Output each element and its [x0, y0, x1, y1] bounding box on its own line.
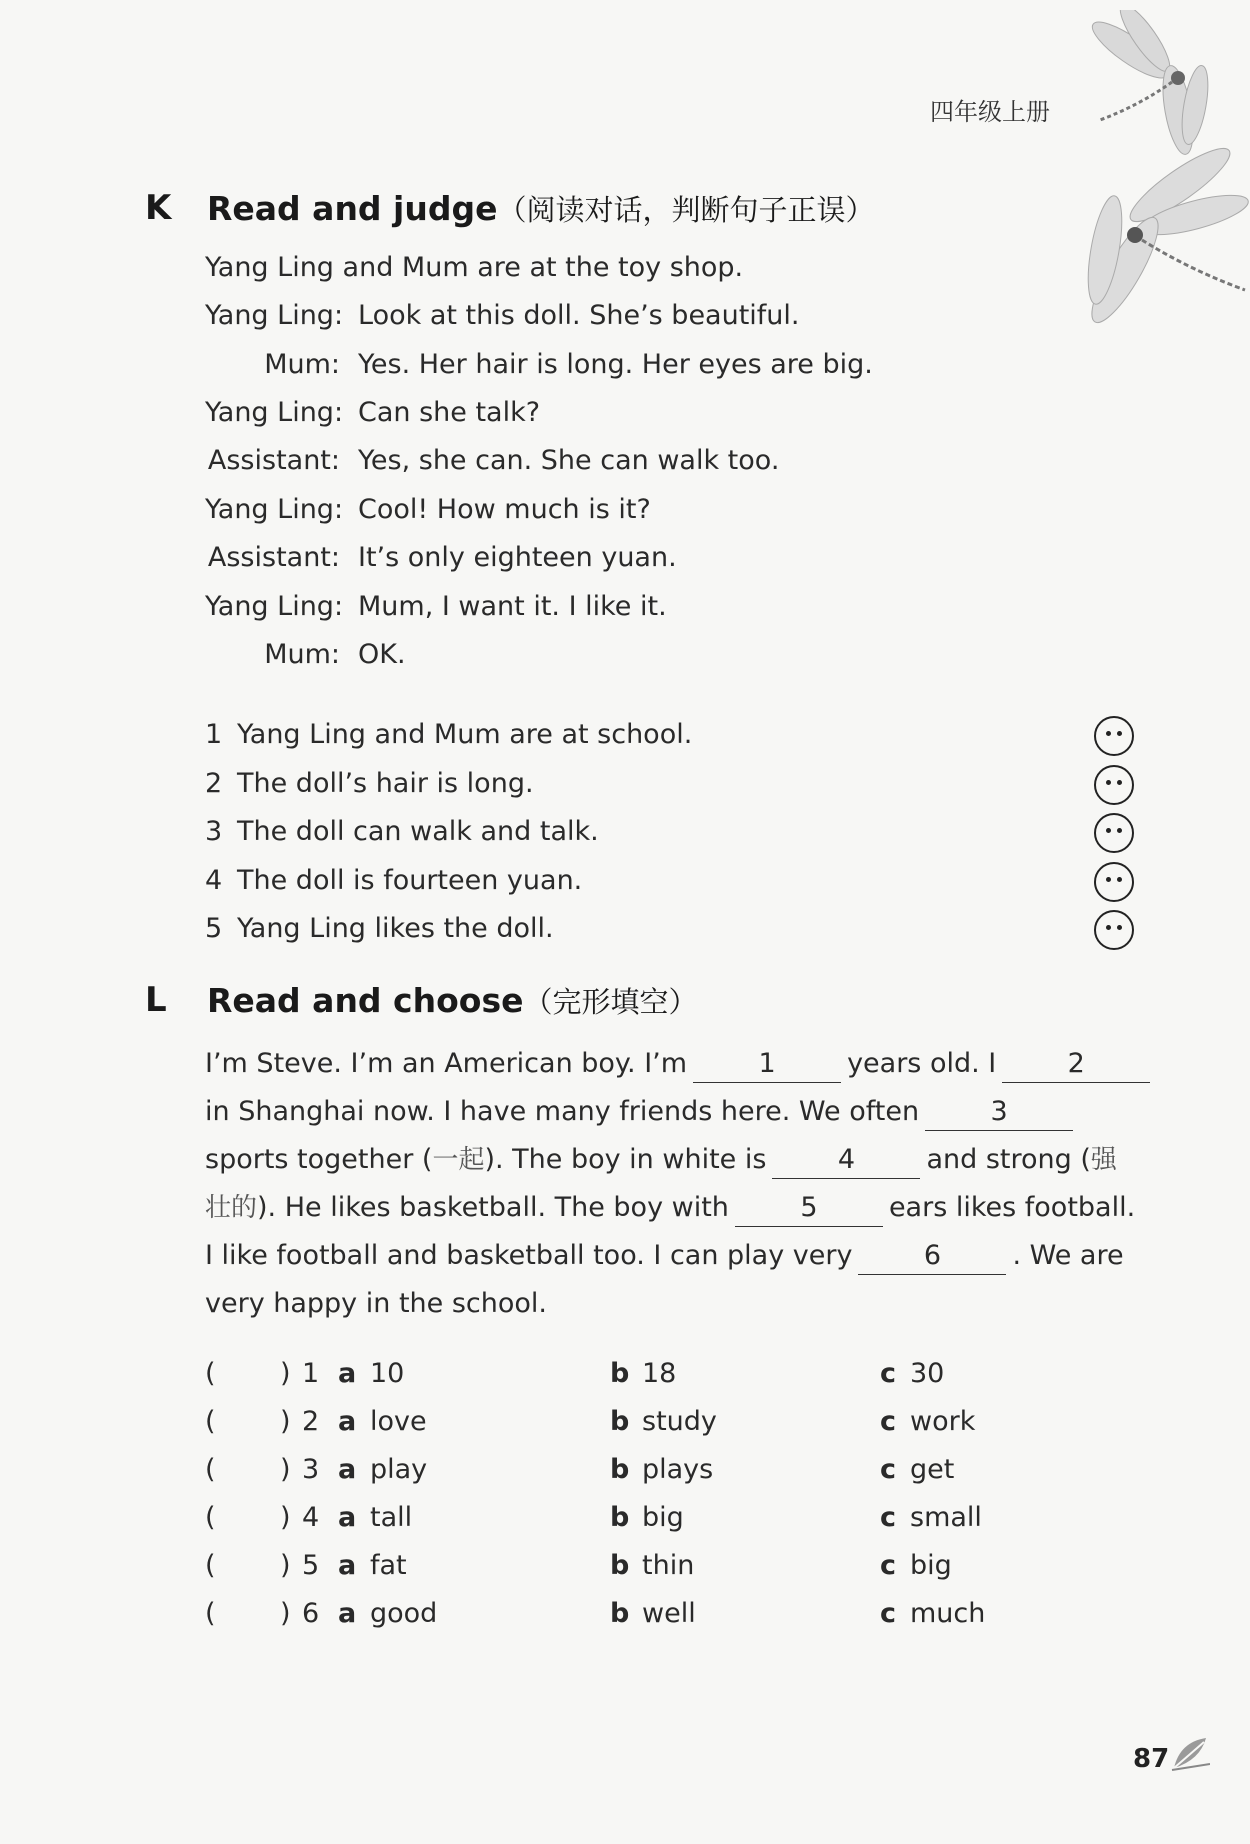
option-a[interactable]: play	[370, 1454, 428, 1485]
statement-text: The doll can walk and talk.	[237, 816, 599, 847]
question-number: 2	[302, 1406, 320, 1437]
choice-row	[205, 1598, 1105, 1638]
passage-text: I’m Steve. I’m an American boy. I’m	[205, 1048, 688, 1079]
passage-line	[205, 1088, 1145, 1136]
option-c[interactable]: work	[910, 1406, 976, 1437]
choice-row	[205, 1454, 1105, 1494]
section-l-title-cn: （完形填空）	[523, 985, 698, 1019]
blank-2[interactable]: 2	[1002, 1046, 1150, 1083]
option-letter: b	[610, 1358, 630, 1389]
dialogue-speaker: Yang Ling:	[205, 300, 344, 331]
grade-label: 四年级上册	[930, 98, 1050, 126]
statement-text: The doll is fourteen yuan.	[237, 865, 583, 896]
option-a[interactable]: 10	[370, 1358, 405, 1389]
judge-face-icon[interactable]	[1094, 862, 1134, 902]
blank-1[interactable]: 1	[693, 1046, 841, 1083]
dialogue-speaker: Mum:	[264, 639, 340, 670]
option-a[interactable]: tall	[370, 1502, 413, 1533]
option-b[interactable]: thin	[642, 1550, 695, 1581]
option-a[interactable]: love	[370, 1406, 427, 1437]
judge-face-icon[interactable]	[1094, 716, 1134, 756]
passage-text: I like football and basketball too. I can play very	[205, 1240, 853, 1271]
answer-paren-close[interactable]: )	[280, 1358, 291, 1389]
passage-line	[205, 1232, 1145, 1280]
section-k-title-cn: （阅读对话，判断句子正误）	[497, 193, 875, 227]
option-b[interactable]: well	[642, 1598, 696, 1629]
passage-cn-gloss: 壮的	[205, 1193, 258, 1223]
option-letter: c	[880, 1550, 897, 1581]
blank-4[interactable]: 4	[772, 1142, 920, 1179]
dialogue-speaker: Yang Ling:	[205, 397, 344, 428]
question-number: 1	[302, 1358, 320, 1389]
passage-line	[205, 1184, 1145, 1232]
passage-text: sports together (	[205, 1144, 433, 1175]
page-number: 87	[1133, 1744, 1170, 1774]
judge-face-icon[interactable]	[1094, 910, 1134, 950]
choice-row	[205, 1358, 1105, 1398]
dialogue-line: Yes, she can. She can walk too.	[358, 445, 780, 476]
statement-number: 3	[205, 816, 223, 847]
dialogue-line: Look at this doll. She’s beautiful.	[358, 300, 800, 331]
option-letter: a	[338, 1454, 357, 1485]
passage-text: . We are	[1012, 1240, 1124, 1271]
option-letter: a	[338, 1598, 357, 1629]
option-letter: c	[880, 1502, 897, 1533]
dragonfly-icon	[1050, 140, 1250, 350]
option-letter: b	[610, 1454, 630, 1485]
question-number: 6	[302, 1598, 320, 1629]
dialogue-line: Yes. Her hair is long. Her eyes are big.	[358, 349, 873, 380]
passage-cn-gloss: 强	[1090, 1145, 1117, 1175]
answer-paren-close[interactable]: )	[280, 1406, 291, 1437]
passage-line	[205, 1040, 1145, 1088]
cloze-passage	[205, 1040, 1145, 1328]
option-c[interactable]: get	[910, 1454, 955, 1485]
dragonfly-icon	[1060, 10, 1240, 160]
section-l-letter: L	[145, 980, 167, 1020]
option-b[interactable]: 18	[642, 1358, 677, 1389]
passage-text: and strong (	[926, 1144, 1091, 1175]
answer-paren-open[interactable]: (	[205, 1454, 216, 1485]
answer-paren-open[interactable]: (	[205, 1358, 216, 1389]
passage-text: ). The boy in white is	[484, 1144, 767, 1175]
question-number: 3	[302, 1454, 320, 1485]
statement-number: 4	[205, 865, 223, 896]
leaf-icon	[1170, 1734, 1210, 1772]
blank-6[interactable]: 6	[858, 1238, 1006, 1275]
option-letter: b	[610, 1550, 630, 1581]
section-k-title	[207, 188, 875, 229]
option-letter: a	[338, 1358, 357, 1389]
judge-face-icon[interactable]	[1094, 813, 1134, 853]
option-letter: b	[610, 1502, 630, 1533]
answer-paren-open[interactable]: (	[205, 1502, 216, 1533]
option-a[interactable]: fat	[370, 1550, 407, 1581]
option-c[interactable]: big	[910, 1550, 952, 1581]
option-c[interactable]: 30	[910, 1358, 945, 1389]
option-letter: b	[610, 1598, 630, 1629]
dialogue-speaker: Mum:	[264, 349, 340, 380]
passage-text: ears likes football.	[888, 1192, 1136, 1223]
statement-text: Yang Ling and Mum are at school.	[237, 719, 693, 750]
choice-row	[205, 1550, 1105, 1590]
statement-number: 1	[205, 719, 223, 750]
dialogue-line: Mum, I want it. I like it.	[358, 591, 667, 622]
option-letter: a	[338, 1550, 357, 1581]
answer-paren-close[interactable]: )	[280, 1454, 291, 1485]
dialogue-speaker: Yang Ling:	[205, 494, 344, 525]
passage-line	[205, 1280, 1145, 1328]
choice-row	[205, 1502, 1105, 1542]
section-l-title	[207, 980, 697, 1021]
dialogue-line: Can she talk?	[358, 397, 541, 428]
dialogue-speaker: Assistant:	[207, 542, 340, 573]
dialogue-speaker: Yang Ling:	[205, 591, 344, 622]
option-c[interactable]: much	[910, 1598, 986, 1629]
dialogue-line: OK.	[358, 639, 406, 670]
option-letter: c	[880, 1406, 897, 1437]
judge-face-icon[interactable]	[1094, 765, 1134, 805]
answer-paren-open[interactable]: (	[205, 1550, 216, 1581]
option-a[interactable]: good	[370, 1598, 438, 1629]
dialogue-speaker: Assistant:	[207, 445, 340, 476]
question-number: 4	[302, 1502, 320, 1533]
section-k-title-en: Read and judge	[207, 189, 498, 228]
option-letter: c	[880, 1598, 897, 1629]
option-letter: c	[880, 1454, 897, 1485]
option-letter: a	[338, 1502, 357, 1533]
blank-5[interactable]: 5	[735, 1190, 883, 1227]
answer-paren-close[interactable]: )	[280, 1502, 291, 1533]
statement-number: 5	[205, 913, 223, 944]
option-b[interactable]: plays	[642, 1454, 714, 1485]
choice-row	[205, 1406, 1105, 1446]
dialogue-intro: Yang Ling and Mum are at the toy shop.	[205, 252, 744, 283]
option-letter: a	[338, 1406, 357, 1437]
option-letter: b	[610, 1406, 630, 1437]
passage-text: ). He likes basketball. The boy with	[257, 1192, 729, 1223]
passage-line	[205, 1136, 1145, 1184]
option-b[interactable]: big	[642, 1502, 684, 1533]
passage-text: years old. I	[847, 1048, 997, 1079]
answer-paren-close[interactable]: )	[280, 1598, 291, 1629]
passage-text: in Shanghai now. I have many friends here. We often	[205, 1096, 920, 1127]
statement-text: The doll’s hair is long.	[237, 768, 534, 799]
dialogue-line: Cool! How much is it?	[358, 494, 651, 525]
section-k-letter: K	[145, 188, 172, 228]
answer-paren-open[interactable]: (	[205, 1406, 216, 1437]
dialogue-line: It’s only eighteen yuan.	[358, 542, 677, 573]
option-letter: c	[880, 1358, 897, 1389]
statement-number: 2	[205, 768, 223, 799]
answer-paren-open[interactable]: (	[205, 1598, 216, 1629]
passage-cn-gloss: 一起	[432, 1145, 485, 1175]
section-l-title-en: Read and choose	[207, 981, 524, 1020]
option-b[interactable]: study	[642, 1406, 717, 1437]
answer-paren-close[interactable]: )	[280, 1550, 291, 1581]
question-number: 5	[302, 1550, 320, 1581]
option-c[interactable]: small	[910, 1502, 982, 1533]
statement-text: Yang Ling likes the doll.	[237, 913, 554, 944]
passage-text: very happy in the school.	[205, 1288, 547, 1319]
blank-3[interactable]: 3	[925, 1094, 1073, 1131]
